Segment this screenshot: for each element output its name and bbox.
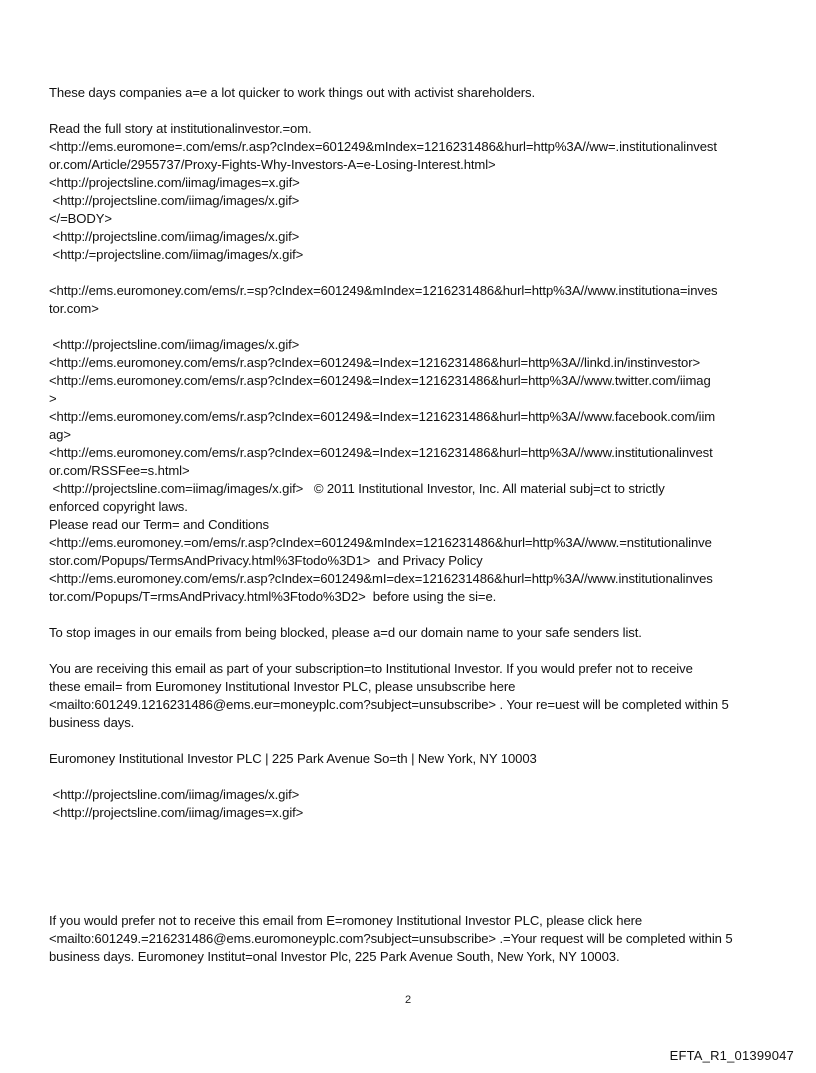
rss-link-line[interactable]: <http://ems.euromoney.com/ems/r.asp?cIndex=601249&=Index=1216231486&hurl=http%3A//www.institutionalinvest xyxy=(49,445,713,460)
link-line[interactable]: or.com/Article/2955737/Proxy-Fights-Why-Investors-A=e-Losing-Interest.html> xyxy=(49,157,496,172)
copyright-line: enforced copyright laws. xyxy=(49,499,188,514)
terms-line: Please read our Term= and Conditions xyxy=(49,517,269,532)
stop-images-line: To stop images in our emails from being blocked, please a=d our domain name to your safe senders list. xyxy=(49,625,642,640)
twitter-link-line[interactable]: > xyxy=(49,391,57,406)
subscription-line: business days. xyxy=(49,715,135,730)
linkedin-link-line[interactable]: <http://ems.euromoney.com/ems/r.asp?cIndex=601249&=Index=1216231486&hurl=http%3A//linkd.in/instinvestor> xyxy=(49,355,701,370)
link-line[interactable]: <http://ems.euromone=.com/ems/r.asp?cIndex=601249&mIndex=1216231486&hurl=http%3A//ww=.institutionalinvest xyxy=(49,139,717,154)
page-number: 2 xyxy=(404,994,412,1006)
image-link-line[interactable]: <http://projectsline.com/iimag/images/x.gif> xyxy=(49,337,300,352)
image-link-line[interactable]: <http://projectsline.com/iimag/images/x.gif> xyxy=(49,193,300,208)
unsubscribe-mailto-line[interactable]: <mailto:601249.1216231486@ems.eur=moneyplc.com?subject=unsubscribe> . Your re=uest will be completed within 5 xyxy=(49,697,729,712)
email-body xyxy=(49,84,773,966)
facebook-link-line[interactable]: <http://ems.euromoney.com/ems/r.asp?cIndex=601249&=Index=1216231486&hurl=http%3A//www.facebook.com/iim xyxy=(49,409,716,424)
terms-link-line[interactable]: <http://ems.euromoney.=om/ems/r.asp?cIndex=601249&mIndex=1216231486&hurl=http%3A//www.=nstitutionalinve xyxy=(49,535,712,550)
privacy-link-line[interactable]: tor.com/Popups/T=rmsAndPrivacy.html%3Ftodo%3D2> before using the si=e. xyxy=(49,589,497,604)
company-address: Euromoney Institutional Investor PLC | 225 Park Avenue So=th | New York, NY 10003 xyxy=(49,751,537,766)
footer-unsubscribe-line: business days. Euromoney Institut=onal Investor Plc, 225 Park Avenue South, New York, NY 10003. xyxy=(49,949,620,964)
intro-line: These days companies a=e a lot quicker to work things out with activist shareholders. xyxy=(49,85,536,100)
image-link-line[interactable]: <http://projectsline.com/iimag/images/x.gif> xyxy=(49,787,300,802)
subscription-line: these email= from Euromoney Institutional Investor PLC, please unsubscribe here xyxy=(49,679,516,694)
footer-unsubscribe-mailto-line[interactable]: <mailto:601249.=216231486@ems.euromoneyplc.com?subject=unsubscribe> .=Your request will be completed within 5 xyxy=(49,931,733,946)
privacy-link-line[interactable]: <http://ems.euromoney.com/ems/r.asp?cIndex=601249&mI=dex=1216231486&hurl=http%3A//www.institutionalinves xyxy=(49,571,713,586)
image-link-line[interactable]: <http://projectsline.com/iimag/images=x.gif> xyxy=(49,175,300,190)
terms-link-line[interactable]: stor.com/Popups/TermsAndPrivacy.html%3Ftodo%3D1> and Privacy Policy xyxy=(49,553,483,568)
rss-link-line[interactable]: or.com/RSSFee=s.html> xyxy=(49,463,190,478)
image-link-line[interactable]: <http://projectsline.com/iimag/images/x.gif> xyxy=(49,229,300,244)
twitter-link-line[interactable]: <http://ems.euromoney.com/ems/r.asp?cIndex=601249&=Index=1216231486&hurl=http%3A//www.twitter.com/iimag xyxy=(49,373,711,388)
link-line[interactable]: tor.com> xyxy=(49,301,99,316)
image-link-line[interactable]: <http:/=projectsline.com/iimag/images/x.gif> xyxy=(49,247,304,262)
footer-unsubscribe-line: If you would prefer not to receive this email from E=romoney Institutional Investor PLC, please click here xyxy=(49,913,643,928)
copyright-line: <http://projectsline.com=iimag/images/x.gif> © 2011 Institutional Investor, Inc. All material subj=ct to strictly xyxy=(49,481,665,496)
document-id-stamp: EFTA_R1_01399047 xyxy=(669,1048,794,1063)
image-link-line[interactable]: <http://projectsline.com/iimag/images=x.gif> xyxy=(49,805,304,820)
body-tag-line: </=BODY> xyxy=(49,211,112,226)
facebook-link-line[interactable]: ag> xyxy=(49,427,71,442)
read-full-story-line: Read the full story at institutionalinvestor.=om. xyxy=(49,121,312,136)
subscription-line: You are receiving this email as part of your subscription=to Institutional Investor. If you would prefer not to receive xyxy=(49,661,693,676)
link-line[interactable]: <http://ems.euromoney.com/ems/r.=sp?cIndex=601249&mIndex=1216231486&hurl=http%3A//www.institutiona=inves xyxy=(49,283,718,298)
